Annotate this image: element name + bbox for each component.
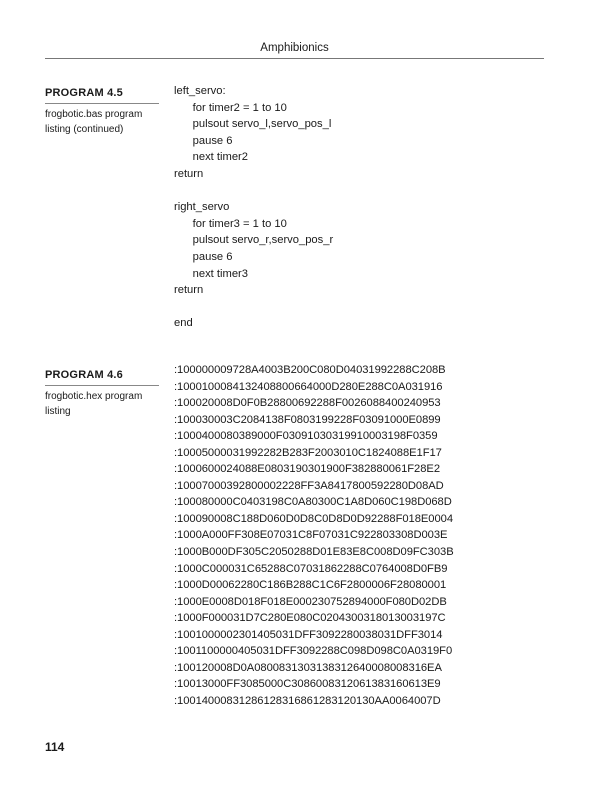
hex-line: :10013000FF3085000C3086008312061383160613E9 bbox=[174, 678, 441, 691]
hex-line: :1000F000031D7C280E080C0204300318013003197C bbox=[174, 612, 446, 625]
hex-line: :1000C000031C65288C07031862288C0764008D0FB9 bbox=[174, 562, 448, 575]
hex-line: :1001100000405031DFF3092288C098D098C0A0319F0 bbox=[174, 645, 453, 658]
hex-line: :100030003C2084138F0803199228F03091000E0899 bbox=[174, 413, 441, 426]
hex-line: :100090008C188D060D0D8C0D8D0D92288F018E0004 bbox=[174, 512, 453, 525]
program-4-5-code bbox=[174, 83, 333, 332]
hex-line: :1000D00062280C186B288C1C6F2800006F28080001 bbox=[174, 579, 447, 592]
code-line: next timer3 bbox=[174, 267, 248, 280]
code-line: right_servo bbox=[174, 201, 230, 214]
hex-line: :10005000031992282B283F2003010C1824088E1F17 bbox=[174, 446, 442, 459]
code-line: pause 6 bbox=[174, 250, 233, 263]
code-line: pulsout servo_r,servo_pos_r bbox=[174, 234, 334, 247]
code-line: pause 6 bbox=[174, 134, 233, 147]
program-4-5-caption: frogbotic.bas program listing (continued) bbox=[45, 109, 143, 135]
hex-line: :100020008D0F0B28800692288F0026088400240953 bbox=[174, 397, 441, 410]
hex-line: :1000A000FF308E07031C8F07031C922803308D003E bbox=[174, 529, 448, 542]
hex-line: :100000009728A4003B200C080D04031992288C208B bbox=[174, 364, 446, 376]
program-4-6-hex-listing bbox=[174, 362, 454, 709]
hex-line: :1001000002301405031DFF3092280038031DFF3014 bbox=[174, 628, 443, 641]
code-line: end bbox=[174, 317, 193, 330]
code-line: return bbox=[174, 167, 204, 180]
running-head: Amphibionics bbox=[260, 42, 329, 54]
hex-line: :100080000C0403198C0A80300C1A8D060C198D068D bbox=[174, 496, 452, 509]
code-line: return bbox=[174, 284, 204, 297]
code-line: for timer2 = 1 to 10 bbox=[174, 101, 287, 114]
page-number: 114 bbox=[45, 740, 65, 754]
code-line: next timer2 bbox=[174, 151, 248, 164]
program-4-5-title: PROGRAM 4.5 bbox=[45, 87, 123, 99]
hex-line: :1000B000DF305C2050288D01E83E8C008D09FC303B bbox=[174, 546, 454, 559]
program-4-5-rule bbox=[45, 103, 159, 104]
hex-line: :100120008D0A0800831303138312640008008316EA bbox=[174, 661, 442, 674]
hex-line: :1000E0008D018F018E000230752894000F080D02DB bbox=[174, 595, 447, 608]
code-line bbox=[174, 299, 333, 316]
program-4-6-title: PROGRAM 4.6 bbox=[45, 369, 123, 381]
program-4-6-rule bbox=[45, 385, 159, 386]
program-4-6-caption: frogbotic.hex program listing bbox=[45, 391, 143, 417]
code-line: for timer3 = 1 to 10 bbox=[174, 217, 287, 230]
code-line bbox=[174, 183, 333, 200]
header-rule bbox=[45, 58, 544, 59]
hex-line: :1000400080389000F03091030319910003198F0359 bbox=[174, 430, 438, 443]
code-line: pulsout servo_l,servo_pos_l bbox=[174, 118, 332, 131]
hex-line: :10007000392800002228FF3A8417800592280D08AD bbox=[174, 479, 444, 492]
program-4-6-sidebar bbox=[45, 369, 163, 419]
hex-line: :10014000831286128316861283120130AA0064007D bbox=[174, 694, 441, 707]
hex-line: :1000600024088E0803190301900F382880061F28E2 bbox=[174, 463, 440, 476]
program-4-5-sidebar bbox=[45, 87, 163, 137]
code-line: left_servo: bbox=[174, 85, 226, 97]
hex-line: :1000100084132408800664000D280E288C0A031916 bbox=[174, 380, 443, 393]
